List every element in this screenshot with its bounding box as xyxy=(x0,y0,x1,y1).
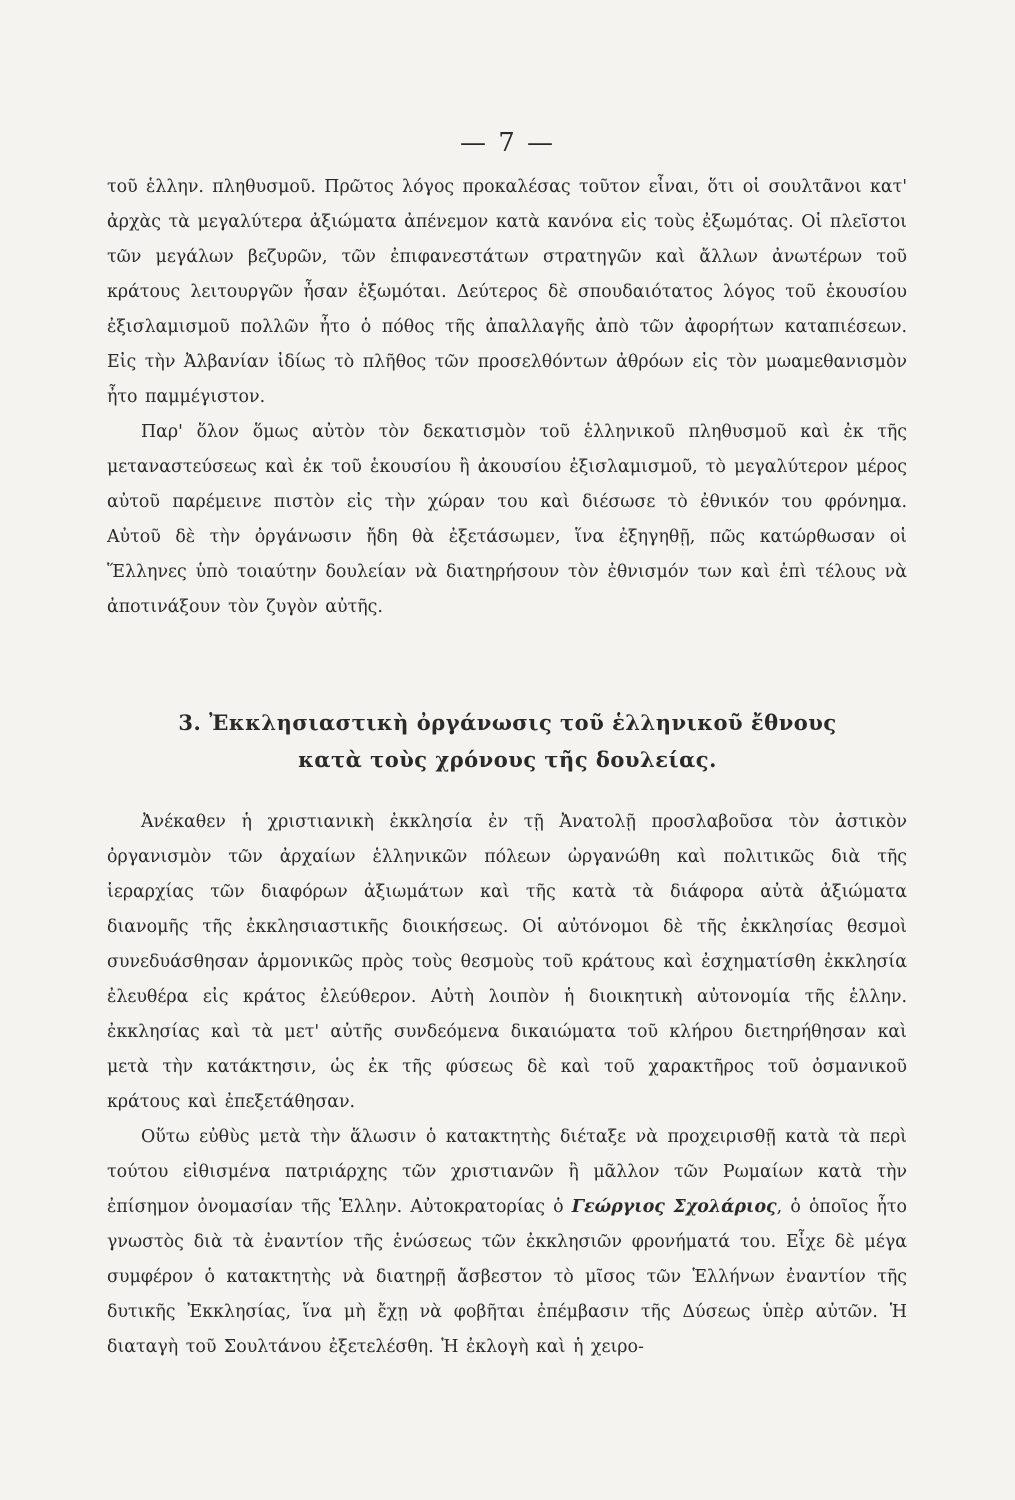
paragraph-text: Οὕτω εὐθὺς μετὰ τὴν ἅλωσιν ὁ κατακτητὴς διέταξε νὰ προχειρισθῇ κατὰ τὰ περὶ τούτου εἰθισμένα πατριάρχης τῶν χριστιανῶν ἢ μᾶλλον τῶν Ρωμαίων κατὰ τὴν ἐπίσημον ὀνομασίαν τῆς Ἑλλην. Αὐτοκρατορίας ὁ xyxy=(107,1127,907,1217)
paragraph: τοῦ ἑλλην. πληθυσμοῦ. Πρῶτος λόγος προκαλέσας τοῦτον εἶναι, ὅτι οἱ σουλτᾶνοι κατ' ἀρχὰς τὰ μεγαλύτερα ἀξιώματα ἀπένεμον κατὰ κανόνα εἰς τοὺς ἐξωμότας. Οἱ πλεῖστοι τῶν μεγάλων βεζυρῶν, τῶν ἐπιφανεστάτων στρατηγῶν καὶ ἄλλων ἀνωτέρων τοῦ κράτους λειτουργῶν ἦσαν ἐξωμόται. Δεύτερος δὲ σπουδαιότατος λόγος τοῦ ἑκουσίου ἐξισλαμισμοῦ πολλῶν ἦτο ὁ πόθος τῆς ἀπαλλαγῆς ἀπὸ τῶν ἀφορήτων καταπιέσεων. Εἰς τὴν Ἀλβανίαν ἰδίως τὸ πλῆθος τῶν προσελθόντων ἀθρόων εἰς τὸν μωαμεθανισμὸν ἦτο παμμέγιστον. xyxy=(107,177,907,407)
section-2-text xyxy=(107,805,907,1365)
section-1-text xyxy=(107,170,907,625)
page-number: — 7 — xyxy=(459,128,556,158)
section-heading xyxy=(0,704,1015,778)
paragraph: Παρ' ὅλον ὅμως αὐτὸν τὸν δεκατισμὸν τοῦ ἑλληνικοῦ πληθυσμοῦ καὶ ἐκ τῆς μεταναστεύσεως καὶ ἐκ τοῦ ἑκουσίου ἢ ἀκουσίου ἐξισλαμισμοῦ, τὸ μεγαλύτερον μέρος αὐτοῦ παρέμεινε πιστὸν εἰς τὴν χώραν του καὶ διέσωσε τὸ ἐθνικόν του φρόνημα. Αὐτοῦ δὲ τὴν ὀργάνωσιν ἤδη θὰ ἐξετάσωμεν, ἵνα ἐξηγηθῇ, πῶς κατώρθωσαν οἱ Ἕλληνες ὑπὸ τοιαύτην δουλείαν νὰ διατηρήσουν τὸν ἐθνισμόν των καὶ ἐπὶ τέλους νὰ ἀποτινάξουν τὸν ζυγὸν αὐτῆς. xyxy=(107,422,907,617)
paragraph: Ἀνέκαθεν ἡ χριστιανικὴ ἐκκλησία ἐν τῇ Ἀνατολῇ προσλαβοῦσα τὸν ἀστικὸν ὀργανισμὸν τῶν ἀρχαίων ἑλληνικῶν πόλεων ὠργανώθη καὶ πολιτικῶς διὰ τῆς ἱεραρχίας τῶν διαφόρων ἀξιωμάτων καὶ τῆς κατὰ τὰ διάφορα αὐτὰ ἀξιώματα διανομῆς τῆς ἐκκλησιαστικῆς διοικήσεως. Οἱ αὐτόνομοι δὲ τῆς ἐκκλησίας θεσμοὶ συνεδυάσθησαν ἁρμονικῶς πρὸς τοὺς θεσμοὺς τοῦ κράτους καὶ ἐσχηματίσθη ἐκκλησία ἐλευθέρα εἰς κράτος ἐλεύθερον. Αὐτὴ λοιπὸν ἡ διοικητικὴ αὐτονομία τῆς ἑλλην. ἐκκλησίας καὶ τὰ μετ' αὐτῆς συνδεόμενα δικαιώματα τοῦ κλήρου διετηρήθησαν καὶ μετὰ τὴν κατάκτησιν, ὡς ἐκ τῆς φύσεως δὲ καὶ τοῦ χαρακτῆρος τοῦ ὀσμανικοῦ κράτους καὶ ἐπεξετάθησαν. xyxy=(107,812,907,1112)
section-heading-line-1: 3. Ἐκκλησιαστικὴ ὀργάνωσις τοῦ ἑλληνικοῦ ἔθνους xyxy=(178,710,837,735)
paragraph xyxy=(107,1120,907,1365)
section-heading-line-2: κατὰ τοὺς χρόνους τῆς δουλείας. xyxy=(298,747,717,772)
person-name: Γεώργιος Σχολάριος xyxy=(571,1197,777,1217)
paragraph-text: , ὁ ὁποῖος ἦτο γνωστὸς διὰ τὰ ἐναντίον τῆς ἑνώσεως τῶν ἐκκλησιῶν φρονήματά του. Εἶχε δὲ μέγα συμφέρον ὁ κατακτητὴς νὰ διατηρῇ ἄσβεστον τὸ μῖσος τῶν Ἑλλήνων ἐναντίον τῆς δυτικῆς Ἐκκλησίας, ἵνα μὴ ἔχῃ νὰ φοβῆται ἐπέμβασιν τῆς Δύσεως ὑπὲρ αὐτῶν. Ἡ διαταγὴ τοῦ Σουλτάνου ἐξετελέσθη. Ἡ ἐκλογὴ καὶ ἡ χειρο- xyxy=(107,1197,907,1357)
